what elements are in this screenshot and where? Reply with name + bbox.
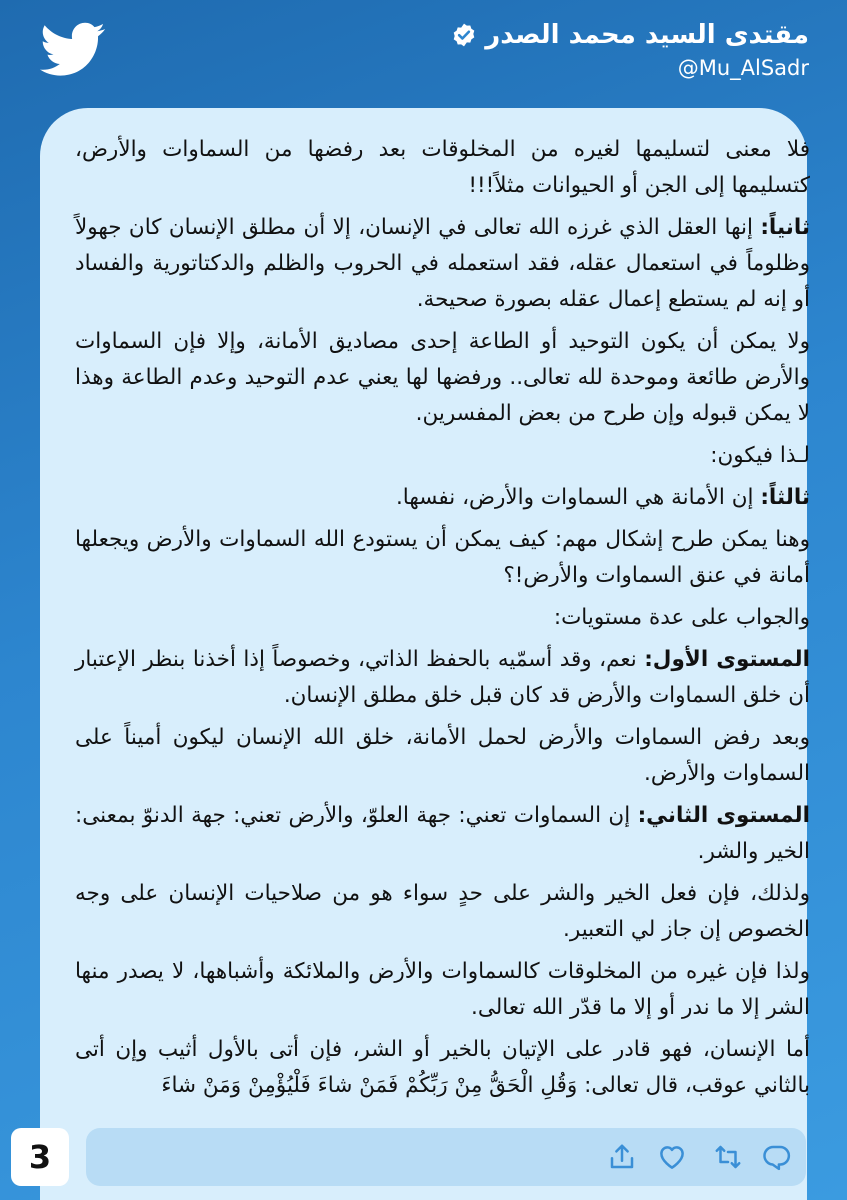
verified-badge-icon (451, 22, 477, 48)
paragraph-text: ولذلك، فإن فعل الخير والشر على حدٍ سواء هو من صلاحيات الإنسان على وجه الخصوص إن جاز لي التعبير. (75, 881, 810, 942)
reply-icon[interactable] (762, 1142, 792, 1172)
paragraph-label: المستوى الأول: (644, 647, 810, 672)
paragraph (75, 642, 810, 714)
account-name[interactable]: مقتدى السيد محمد الصدر (485, 20, 809, 50)
paragraph (75, 324, 810, 432)
paragraph-text: فلا معنى لتسليمها لغيره من المخلوقات بعد رفضها من السماوات والأرض، كتسليمها إلى الجن أو الحيوانات مثلاً!!! (75, 137, 810, 198)
paragraph-text: إنها العقل الذي غرزه الله تعالى في الإنسان، إلا أن مطلق الإنسان كان جهولاً وظلوماً في استعمال عقله، فقد استعمله في الحروب والظلم والدكتاتورية والفساد أو إنه لم يستطع إعمال عقله بصورة صحيحة. (75, 215, 810, 312)
paragraph (75, 876, 810, 948)
paragraph-label: المستوى الثاني: (637, 803, 810, 828)
paragraph-text: لـذا فيكون: (710, 443, 810, 468)
tweet-header (451, 20, 809, 80)
paragraph (75, 1032, 810, 1104)
paragraph-text: أما الإنسان، فهو قادر على الإتيان بالخير أو الشر، فإن أتى بالأول أثيب وإن أتى بالثاني عوقب، قال تعالى: وَقُلِ الْحَقُّ مِنْ رَبِّكُمْ فَمَنْ شاءَ فَلْيُؤْمِنْ وَمَنْ شاءَ (75, 1037, 810, 1098)
page-number-badge: 3 (11, 1128, 69, 1186)
paragraph (75, 210, 810, 318)
paragraph-label: ثالثاً: (760, 485, 810, 510)
paragraph-text: ولا يمكن أن يكون التوحيد أو الطاعة إحدى مصاديق الأمانة، وإلا فإن السماوات والأرض طائعة وموحدة لله تعالى.. ورفضها لها يعني عدم التوحيد وعدم الطاعة وهذا لا يمكن قبوله وإن طرح من بعض المفسرين. (75, 329, 810, 426)
paragraph (75, 954, 810, 1026)
paragraph-text: نعم، وقد أسمّيه بالحفظ الذاتي، وخصوصاً إذا أخذنا بنظر الإعتبار أن خلق السماوات والأرض قد كان قبل خلق مطلق الإنسان. (75, 647, 810, 708)
tweet-body (75, 132, 810, 1110)
share-icon[interactable] (607, 1142, 637, 1172)
paragraph-text: وبعد رفض السماوات والأرض لحمل الأمانة، خلق الله الإنسان ليكون أميناً على السماوات والأرض. (75, 725, 810, 786)
twitter-bird-icon (40, 22, 106, 78)
paragraph-label: ثانياً: (760, 215, 810, 240)
paragraph-text: إن الأمانة هي السماوات والأرض، نفسها. (395, 485, 761, 510)
heart-icon[interactable] (657, 1142, 687, 1172)
paragraph (75, 720, 810, 792)
paragraph-text: ولذا فإن غيره من المخلوقات كالسماوات والأرض والملائكة وأشباهها، لا يصدر منها الشر إلا ما ندر أو إلا ما قدّر الله تعالى. (75, 959, 810, 1020)
name-row (451, 20, 809, 50)
paragraph (75, 522, 810, 594)
account-handle[interactable]: @Mu_AlSadr (677, 56, 809, 80)
paragraph (75, 480, 810, 516)
paragraph-text: إن السماوات تعني: جهة العلوّ، والأرض تعني: جهة الدنوّ بمعنى: الخير والشر. (75, 803, 810, 864)
paragraph (75, 798, 810, 870)
paragraph (75, 132, 810, 204)
tweet-action-bar (86, 1128, 806, 1186)
paragraph (75, 438, 810, 474)
paragraph-text: وهنا يمكن طرح إشكال مهم: كيف يمكن أن يستودع الله السماوات والأرض ويجعلها أمانة في عنق السماوات والأرض!؟ (75, 527, 810, 588)
paragraph-text: والجواب على عدة مستويات: (553, 605, 810, 630)
paragraph (75, 600, 810, 636)
retweet-icon[interactable] (713, 1142, 743, 1172)
